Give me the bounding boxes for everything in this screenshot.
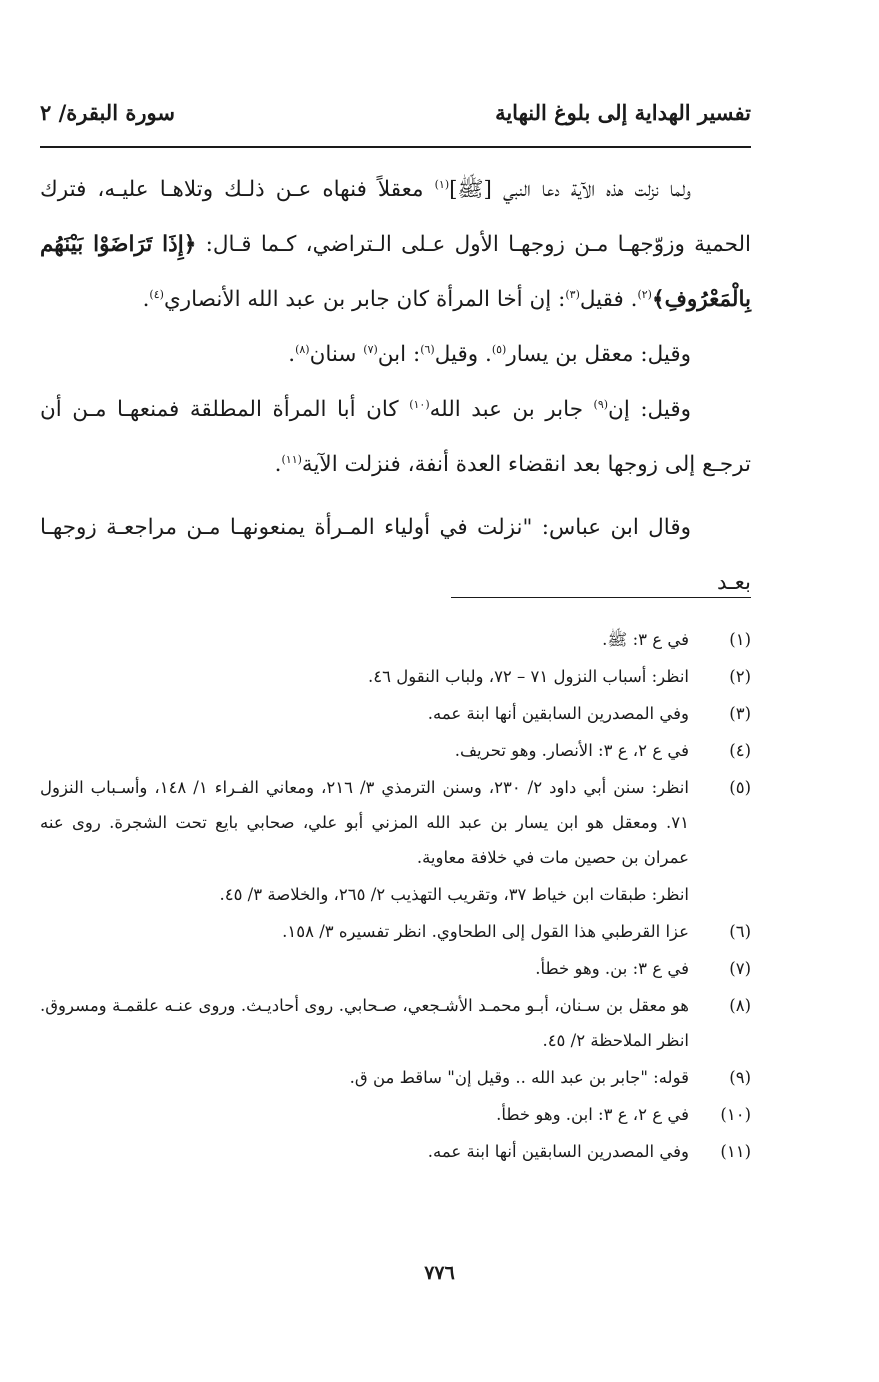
footnote-item — [40, 696, 751, 731]
text-run: . — [274, 452, 282, 477]
footnote-text: قوله: "جابر بن عبد الله .. وقيل إن" ساقط من ق. — [349, 1068, 689, 1087]
footnote-item — [40, 659, 751, 694]
footnote-number: (٩) — [729, 1068, 751, 1087]
footnote-item — [40, 1060, 751, 1095]
text-run: وقال ابن عباس: "نزلت في أولياء المـرأة يمنعونهـا مـن مراجعـة زوجهـا بعـد — [40, 515, 751, 595]
text-run: وقيل: إن — [608, 397, 691, 422]
footnote-ref-9[interactable]: (٩) — [593, 397, 609, 411]
surah-label: سورة البقرة/ ٢ — [40, 99, 175, 125]
footnote-ref-3[interactable]: (٣) — [565, 287, 580, 301]
quran-verse: ﴿إِذَا تَرَاضَوْا بَيْنَهُم بِالْمَعْرُوفِ﴾ — [40, 232, 751, 312]
text-run: : إن أخا المرأة كان جابر بن عبد الله الأنصاري — [163, 287, 566, 312]
header-divider — [40, 146, 751, 148]
salutation-glyph: ﷺ — [457, 177, 484, 202]
footnote-item — [40, 1134, 751, 1169]
footnote-number: (٨) — [729, 996, 751, 1015]
footnote-text: في ع ٢، ع ٣: ابن. وهو خطأ. — [496, 1105, 689, 1124]
footnote-text: في ع ٣: ﷺ. — [602, 630, 689, 649]
footnote-text: وفي المصدرين السابقين أنها ابنة عمه. — [427, 1142, 689, 1161]
paragraph-2 — [40, 327, 751, 382]
text-run: : ابن — [377, 342, 421, 367]
footnote-ref-4[interactable]: (٤) — [149, 287, 164, 301]
main-text — [40, 162, 751, 610]
footnote-ref-10[interactable]: (١٠) — [409, 397, 430, 411]
text-run: كان أبا المرأة المطلقة فمنعهـا مـن أن ترجـع إلى زوجها بعد انقضاء العدة أنفة، فنزلت الآية — [40, 397, 751, 477]
footnote-item — [40, 914, 751, 949]
footnote-item — [40, 951, 751, 986]
footnotes-section — [40, 622, 751, 1171]
text-run: معقلاً فنهاه عـن ذلـك وتلاهـا عليـه، فترك الحمية وزوّجهـا مـن زوجهـا الأول عـلى الـتراضي، كـما قـال: — [40, 177, 751, 257]
footnote-number: (٥) — [729, 778, 751, 797]
running-header — [40, 92, 751, 132]
footnote-ref-2[interactable]: (٢) — [637, 287, 652, 301]
footnote-ref-7[interactable]: (٧) — [363, 342, 378, 356]
footnote-text: انظر: طبقات ابن خياط ٣٧، وتقريب التهذيب ٢/ ٢٦٥، والخلاصة ٣/ ٤٥. — [219, 885, 689, 904]
text-run: جابر بن عبد الله — [429, 397, 594, 422]
footnote-number: (٢) — [729, 667, 751, 686]
footnote-number: (١٠) — [720, 1105, 751, 1124]
footnote-text: وفي المصدرين السابقين أنها ابنة عمه. — [427, 704, 689, 723]
footnote-text: انظر: أسباب النزول ٧١ – ٧٢، ولباب النقول ٤٦. — [368, 667, 689, 686]
footnote-item — [40, 1097, 751, 1132]
paragraph-4 — [40, 500, 751, 610]
text-run: . — [142, 287, 150, 312]
footnote-item — [40, 733, 751, 768]
footnote-item — [40, 770, 751, 875]
footnote-number: (٦) — [729, 922, 751, 941]
text-run: ] — [449, 177, 458, 202]
footnote-item — [40, 877, 751, 912]
footnote-number: (٣) — [729, 704, 751, 723]
text-run: ولما نزلت هذه الآية دعا النبي [ — [483, 177, 691, 202]
footnote-number: (٤) — [729, 741, 751, 760]
paragraph-3 — [40, 382, 751, 492]
text-run: . وقيل — [434, 342, 492, 367]
footnote-text: انظر: سنن أبي داود ٢/ ٢٣٠، وسنن الترمذي ٣/ ٢١٦، ومعاني الفـراء ١/ ١٤٨، وأسـباب النزول ٧١. ومعقل هو ابن يسار بن عبد الله المزني أبو علي، صحابي بايع تحت الشجرة. روى عنه عمران بن حصين مات في خلافة معاوية. — [40, 778, 689, 867]
footnote-ref-6[interactable]: (٦) — [420, 342, 435, 356]
footnote-number: (٧) — [729, 959, 751, 978]
footnote-text: عزا القرطبي هذا القول إلى الطحاوي. انظر تفسيره ٣/ ١٥٨. — [282, 922, 689, 941]
paragraph-1 — [40, 162, 751, 327]
text-run: . فقيل — [579, 287, 638, 312]
footnote-ref-11[interactable]: (١١) — [281, 452, 302, 466]
book-title: تفسير الهداية إلى بلوغ النهاية — [495, 99, 751, 125]
footnote-text: هو معقل بن سـنان، أبـو محمـد الأشـجعي، صـحابي. روى أحاديـث. وروى عنـه علقمـة ومسروق. انظر الملاحظة ٢/ ٤٥. — [40, 996, 689, 1050]
footnote-number: (١١) — [720, 1142, 751, 1161]
footnote-item — [40, 622, 751, 657]
page-number: ٧٧٦ — [424, 1262, 455, 1284]
text-run: . — [288, 342, 296, 367]
footnote-text: في ع ٢، ع ٣: الأنصار. وهو تحريف. — [454, 741, 689, 760]
footnote-item — [40, 988, 751, 1058]
footnote-divider — [451, 597, 751, 598]
footnote-number: (١) — [729, 630, 751, 649]
text-run: سنان — [309, 342, 364, 367]
footnote-ref-5[interactable]: (٥) — [491, 342, 507, 356]
footnote-text: في ع ٣: بن. وهو خطأ. — [535, 959, 689, 978]
footnote-ref-1[interactable]: (١) — [434, 177, 450, 191]
text-run: وقيل: معقل بن يسار — [506, 342, 691, 367]
footnote-ref-8[interactable]: (٨) — [295, 342, 310, 356]
